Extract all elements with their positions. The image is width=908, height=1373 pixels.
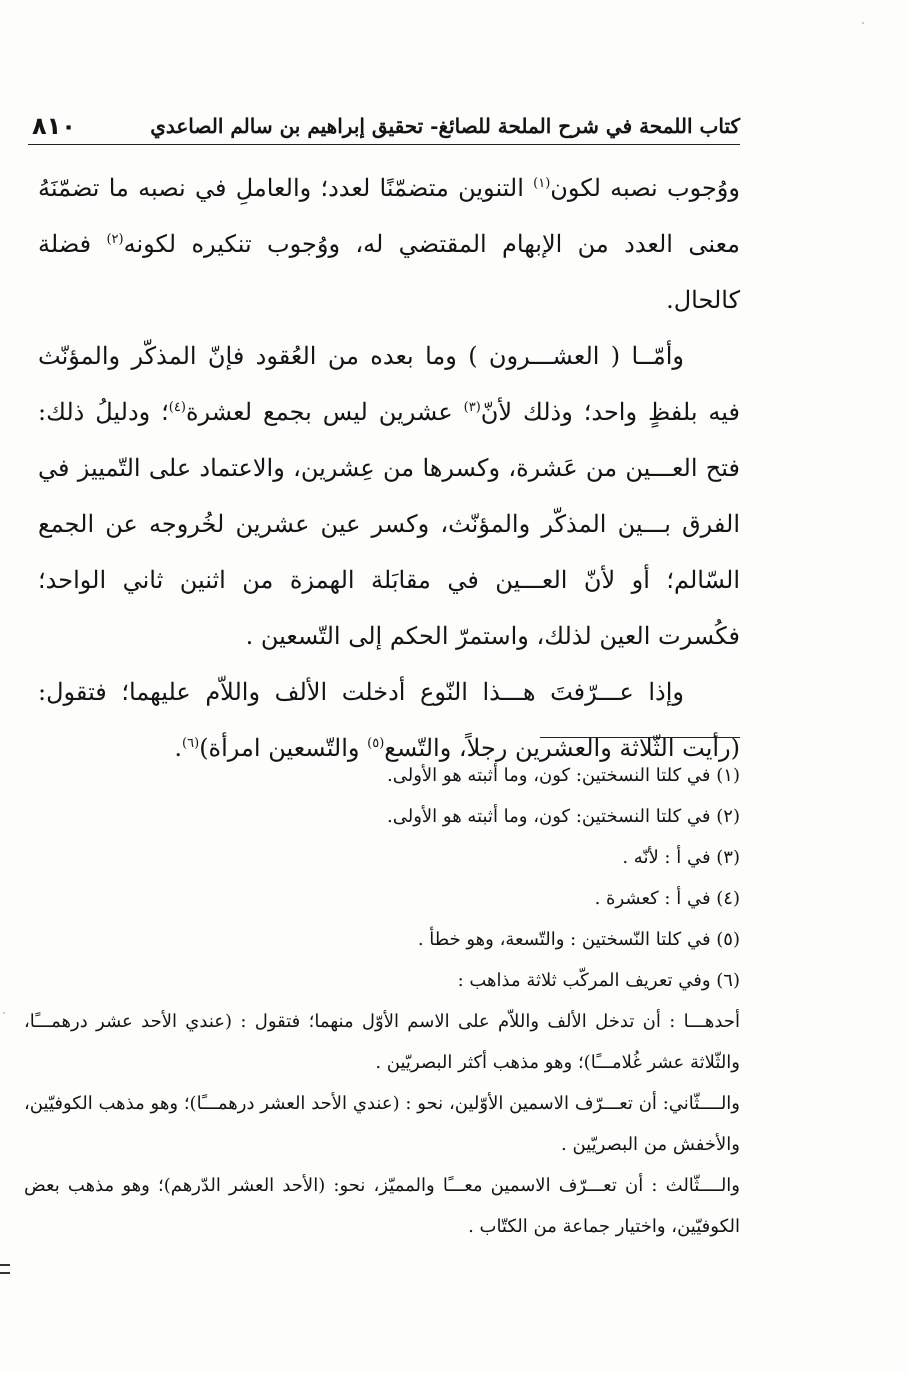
footnote-ref-1[interactable]: (١) (533, 176, 551, 191)
text-span: التنوين متضمّنًا لعدد؛ والعاملِ في نصبه ما تضمّنَهُ معنى العدد من الإبهام المقتضي له، ووُجوب تنكيره لكونه (38, 174, 740, 258)
footnote-5: (٥) في كلتا النّسختين : والتّسعة، وهو خطأ . (417, 929, 740, 950)
footnotes (24, 755, 740, 1247)
scan-speck (3, 1012, 5, 1014)
footnote-3: (٣) في أ : لأنّه . (622, 847, 740, 868)
text-span: وإذا عـــرّفتَ هـــذا النّوع أدخلت الألف واللاّم عليهما؛ فتقول: (رأيت الثّلاثة والعشرين رجلاً، والتّسع (38, 678, 740, 762)
footnote-6-third-view: والــــثّالث : أن تعـــرّف الاسمين معـــًا والمميّز، نحو: (الأحد العشر الدّرهم)؛ وهو مذهب بعض الكوفيّين، واختيار جماعة من الكتّاب . (24, 1175, 740, 1237)
footnote-4: (٤) في أ : كعشرة . (594, 888, 740, 909)
text-span: عشرين ليس بجمع لعشرة (185, 398, 464, 426)
footnote-1: (١) في كلتا النسختين: كون، وما أثبته هو الأولى. (387, 765, 740, 786)
text-span: ووُجوب نصبه لكون (550, 174, 740, 202)
paragraph-2 (38, 328, 740, 664)
running-title: كتاب اللمحة في شرح الملحة للصائغ- تحقيق إبراهيم بن سالم الصاعدي (150, 114, 740, 138)
main-text (38, 160, 740, 776)
paragraph-1 (38, 160, 740, 328)
page-header (28, 112, 740, 145)
footnote-ref-5[interactable]: (٥) (367, 736, 385, 751)
footnote-ref-4[interactable]: (٤) (168, 400, 186, 415)
scan-edge-mark (0, 1264, 10, 1274)
footnote-separator (540, 737, 740, 738)
footnote-6: (٦) وفي تعريف المركّب ثلاثة مذاهب : (457, 970, 740, 991)
footnote-ref-6[interactable]: (٦) (182, 736, 200, 751)
footnote-ref-3[interactable]: (٣) (463, 400, 481, 415)
footnote-6-body (24, 1001, 740, 1247)
footnote-2: (٢) في كلتا النسختين: كون، وما أثبته هو الأولى. (387, 806, 740, 827)
scan-speck (862, 22, 864, 24)
text-span: ؛ ودليلُ ذلك: فتح العـــين من عَشرة، وكسرها من عِشرين، والاعتماد على التّمييز في الفرق بـــين المذكّر والمؤنّث، وكسر عين عشرين لخُروجه عن الجمع السّالم؛ أو لأنّ العـــين في مقابَلة الهمزة من اثنين ثاني الواحد؛ فكُسرت العين لذلك، واستمرّ الحكم إلى التّسعين . (38, 398, 740, 650)
text-span: . (174, 734, 183, 762)
page-number: ٨١٠ (32, 112, 76, 140)
text-span: فضلة كالحال. (38, 230, 740, 314)
footnote-6-first-view: أحدهـــا : أن تدخل الألف واللاّم على الاسم الأوّل منهما؛ فتقول : (عندي الأحد عشر درهمـــًا، والثّلاثة عشر غُلامـــًا)؛ وهو مذهب أكثر البصريّين . (24, 1011, 740, 1073)
footnote-ref-2[interactable]: (٢) (106, 232, 124, 247)
footnote-6-second-view: والــــثّاني: أن تعـــرّف الاسمين الأوّلين، نحو : (عندي الأحد العشر درهمـــًا)؛ وهو مذهب الكوفيّين، والأخفش من البصريّين . (24, 1093, 740, 1155)
text-span: والتّسعين امرأة) (199, 734, 368, 762)
text-span: وأمّــا ( العشـــرون ) وما بعده من العُقود فإنّ المذكّر والمؤنّث فيه بلفظٍ واحد؛ وذلك لأنّ (38, 342, 741, 426)
